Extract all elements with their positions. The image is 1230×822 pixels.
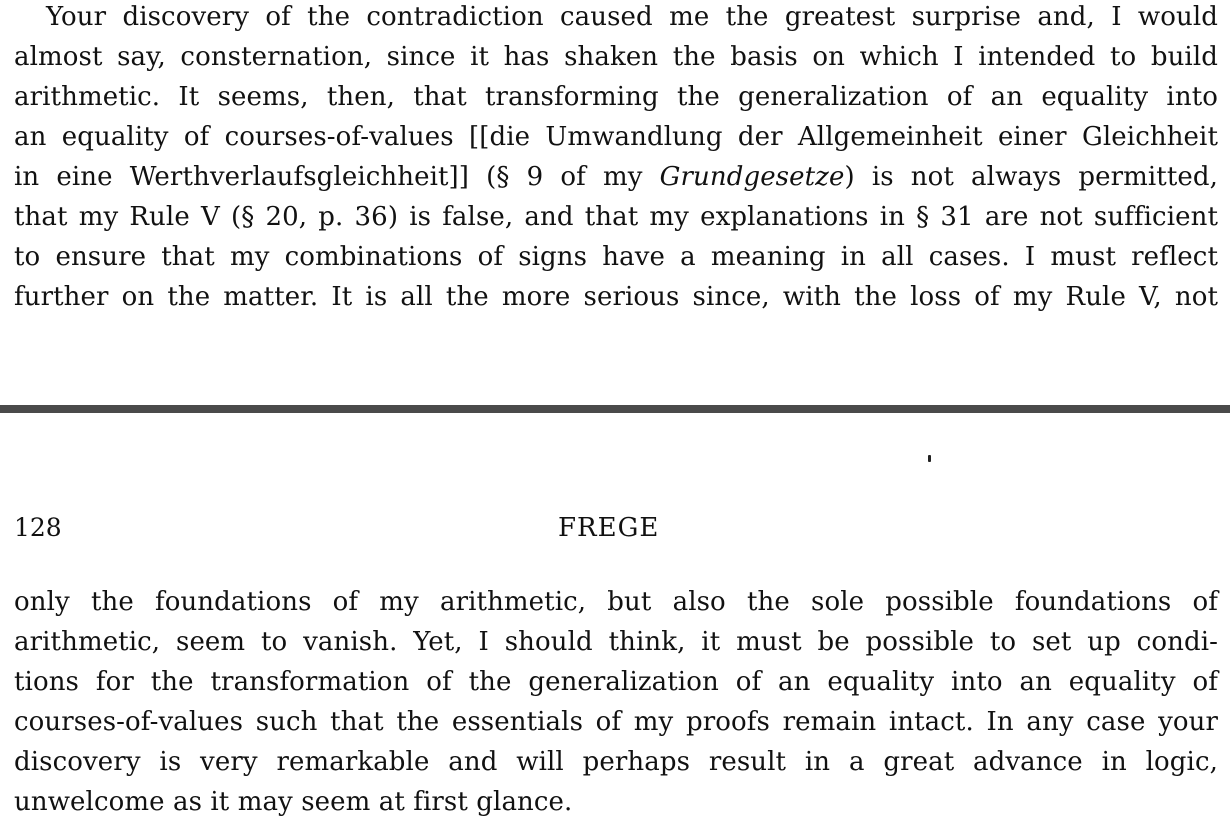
paragraph-line: further on the matter. It is all the more serious since, with the loss of my Rule V, not — [14, 282, 1218, 312]
page-number: 128 — [14, 513, 62, 542]
paragraph-line-with-italic — [14, 157, 1218, 197]
paragraph-line: unwelcome as it may seem at first glance. — [14, 787, 573, 817]
paragraph-line: courses-of-values such that the essentials of my proofs remain intact. In any case your — [14, 707, 1218, 737]
paragraph-line: only the foundations of my arithmetic, but also the sole possible foundations of — [14, 587, 1218, 617]
line-text: ) is not always permitted, — [844, 162, 1218, 192]
paragraph-line: arithmetic, seem to vanish. Yet, I should think, it must be possible to set up condi- — [14, 627, 1218, 657]
paragraph-line: almost say, consternation, since it has shaken the basis on which I intended to build — [14, 42, 1218, 72]
line-text: in eine Werthverlaufsgleichheit]] (§ 9 of my — [14, 162, 660, 192]
paragraph-line: discovery is very remarkable and will perhaps result in a great advance in logic, — [14, 747, 1218, 777]
paragraph-line: that my Rule V (§ 20, p. 36) is false, and that my explanations in § 31 are not sufficient — [14, 202, 1218, 232]
paragraph-line: arithmetic. It seems, then, that transforming the generalization of an equality into — [14, 82, 1218, 112]
paragraph-line: tions for the transformation of the generalization of an equality into an equality of — [14, 667, 1218, 697]
paragraph-line: to ensure that my combinations of signs have a meaning in all cases. I must reflect — [14, 242, 1218, 272]
running-head: FREGE — [558, 513, 660, 543]
paragraph-line: an equality of courses-of-values [[die Umwandlung der Allgemeinheit einer Gleichheit — [14, 122, 1218, 152]
top-page-fragment — [0, 0, 1230, 405]
scan-speck — [928, 455, 931, 462]
page-divider — [0, 405, 1230, 413]
book-title-italic: Grundgesetze — [659, 162, 845, 192]
paragraph-line: Your discovery of the contradiction caused me the greatest surprise and, I would — [46, 2, 1218, 32]
